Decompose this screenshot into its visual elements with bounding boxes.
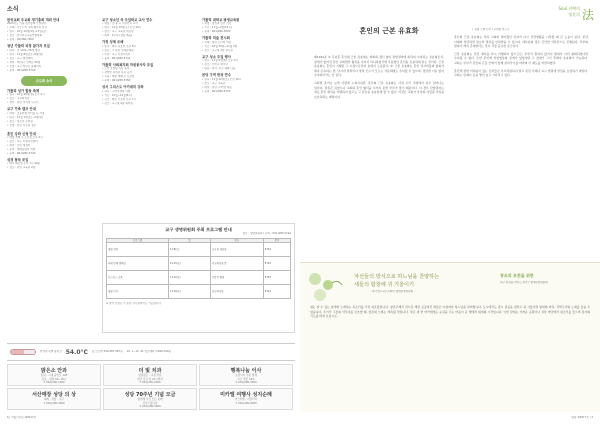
notice-line: 교구 가족 캠프 안내 — [7, 107, 36, 112]
ad-line: T. 061)280-2000 — [139, 381, 161, 385]
notice-line: • 기간 : 11월~12월(8주) — [102, 93, 132, 97]
notice-line: • 장소 : 신학교 대성당 — [202, 63, 228, 67]
notice-line: • 장소 : 교구청 1층 전시실 — [202, 48, 233, 52]
notice-line: • 노인 요양원 식사 봉사 — [102, 67, 130, 71]
banner-credit: – 한국천주교주교회의 생태환경위원회 – — [370, 290, 416, 293]
notice-line: • 매월 첫째 주 토요일 오후 2시 — [7, 136, 43, 140]
footer-left: 6 | 가톨릭신문 제2017호 — [7, 416, 37, 419]
notice-line: • 대상 : 본당 구역·반 대표 — [202, 85, 232, 89]
notice-line: • 대상 : 초등학생 자녀를 둔 가정 — [7, 111, 45, 115]
notice-line: 한국교회 주교회 정기총회 개최 안내 — [7, 18, 60, 22]
notice-line: • 장소 : 본당 교육관 2층 — [7, 166, 36, 170]
notice-line: • 문의 : 02)460-7500 — [7, 38, 34, 42]
notice-line: • 대상 : 만 19세~35세 청년 — [7, 48, 40, 52]
banner-body: 새는 날 수 있는 날개와 노래하는 목소리를 가진 피조물입니다. 창조주께서 지으신 세상 곳곳에서 새들은 아침마다 하느님을 찬미합니다. 도시에서도 잠시 걸음을 멈추고 귀 기울이면 참새와 까치, 직박구리의 노래를 들을 수 있습니다. 우리가 그들의 서식지를 보호할 때, 창조의 노래는 계속될 것입니다. 작은 새 한 마리에게도 눈길을 주는 마음이 곧 생태적 회개의 시작입니다. 이번 달에는 가까운 공원이나 성당 마당에서 새소리를 들으며 감사의 기도를 바쳐 보십시오. — [310, 305, 590, 319]
table-cell: 생명 강좌 — [107, 243, 169, 257]
table-subtitle: 접수 : 생명위원회 / 문의 : 061)280-5744 — [242, 232, 291, 235]
notice-line: • 문의 : 061)280-5000 — [202, 30, 231, 34]
notice-line: 가정 성체 조배 — [102, 40, 124, 45]
fundraising-bar — [7, 343, 295, 361]
table-cell: 5744 — [263, 285, 290, 299]
ad-box — [103, 388, 197, 410]
table-title: 교구 생명위원회 주최 프로그램 안내 — [165, 227, 232, 232]
notice-line: • 주제 : 시노드적 교회 쇄신과 선교 — [7, 26, 47, 30]
ad-box — [199, 364, 293, 386]
table-cell: 11.29(토) — [168, 285, 210, 299]
notice-line: • 장소 : 교구 교육관 — [202, 81, 226, 85]
ad-line: 진료 : 평일 09~18시 — [41, 377, 67, 381]
table-header: 프로그램 — [107, 239, 169, 243]
notice-line: • 문의 : 061)280-5740 — [7, 152, 36, 156]
table-header: 문의 — [263, 239, 290, 243]
column-2 — [102, 18, 197, 106]
ad-title: 맑은소 안과 — [41, 368, 67, 374]
bird-illustration — [306, 269, 346, 305]
notice-line: • 장소 : 청소년 수련원 — [7, 119, 33, 123]
banner-headline: 자선들의 방식으로 하느님을 찬양하는 — [354, 274, 440, 280]
notice-line: 성서 그리스도 아카데미 강좌 — [102, 85, 144, 90]
table-row — [107, 271, 291, 285]
ad-line: 감사드립니다 — [142, 401, 158, 405]
article-para: 근본 유효화는 혼인 예식을 다시 거행하지 않으므로, 부부가 원하지 않거나 합의가 이미 철회되었다면 수여될 수 없다. 또한 혼인에 자연법상의 장애가 있었다면 그 장애가 그친 후에야 유효화가 가능하다. 교회는 부부가 혼인의 은총 안에서 함께 살아가기를 바라며 이 제도를 마련하였다. — [454, 51, 588, 65]
notice-line: 교구 청소년 국 주일학교 교사 연수 — [102, 18, 153, 22]
notice-line: • 시간 : 매주 수요일 오후 7시 — [102, 97, 137, 101]
fund-period: 10. 1~12. 31 입금계좌 1,990,100원 — [126, 350, 172, 353]
notice-line: • 장애인 복지관 목욕 봉사 — [102, 71, 132, 75]
fund-total: 총 모금액 540,487,487원 — [91, 350, 123, 353]
program-table-box — [102, 223, 295, 333]
notice-line: • 교육 : 매월 셋째 주 토요일 — [102, 75, 135, 79]
notice-line: • 일시 : 11월 15일(토) 오전 10시 — [102, 26, 142, 30]
table-cell: 호스피스 교육 — [107, 271, 169, 285]
ad-line: 교우 할인 10% — [237, 377, 255, 381]
right-page — [300, 0, 600, 424]
ad-line: T. 061)280-1000 — [43, 381, 65, 385]
notice-line: • 대상 : 초·중·고 주일학교 교사 — [102, 22, 138, 26]
table-cell: 5744 — [263, 257, 290, 271]
banner-tag-sub: 지구 환경을 지키는 실천 / 생태환경위원회 — [500, 281, 548, 284]
ad-box — [7, 364, 101, 386]
notice-line: • 기간 : 10월 20일~11월 5일 — [202, 44, 238, 48]
notice-line: • 일시 : 10월 26일(일) 오후 2시 — [7, 93, 45, 97]
notice-line: • 신청 : 본당 사무실 접수 — [7, 123, 37, 127]
notice-line: • 문의 : 061)280-5780 — [102, 79, 131, 83]
notice-line: • 장소 : 주교좌성당 — [7, 97, 30, 101]
ad-line: 이스라엘 · 이탈리아 — [234, 398, 258, 401]
table-cell: 생명 미사 — [107, 285, 169, 299]
notice-line: 교구 성소 주일 행사 — [202, 54, 231, 59]
notice-line: • 회비 : 3만원 / 선착순 40명 — [7, 60, 41, 64]
notice-line: • 대상 : 혼인 예정자 — [7, 144, 31, 148]
notice-line: • 장소 : 교구 교육관 대강당 — [102, 30, 134, 34]
article-para: 교회법 용어로 보면 어렵게 느껴지지만, 혼인의 근본 유효화는 사실 우리 주변에서 자주 일어나는 일이다. 결혼은 하였으나 교회의 혼인 형식을 지키지 못한 부부가 많기 때문이다. 이 경우 관할권자는 새로 혼인 예식을 거행하지 않고도 그 혼인을 유효하게 할 수 있다. 이것은 교회가 부부의 사랑과 가정을 보호하려는 배려이다. — [314, 80, 444, 99]
notice-line: • 문의 : 061)280-5700 — [7, 68, 36, 72]
program-table — [106, 238, 291, 299]
ad-line: T. 061)280-5000 — [139, 405, 161, 409]
notice-line: • 신청 : 교구 청년국 홈페이지 — [7, 64, 42, 68]
table-cell: 5745 — [263, 271, 290, 285]
ad-title: 더 빛 치과 — [138, 368, 162, 374]
section-title: 소식 — [7, 6, 19, 13]
brand-logo — [558, 6, 594, 23]
notice-badge — [21, 76, 67, 86]
article-title: 혼인의 근본 유효화 — [359, 27, 419, 35]
ad-line: 제의 · 성물 · 성구 — [44, 398, 64, 401]
table-cell: 11.22(토) — [168, 271, 210, 285]
column-1 — [7, 18, 97, 170]
ad-line: T. 061)280-3000 — [235, 381, 257, 385]
table-note: ※ 참가 신청은 각 본당 사무실에서도 가능합니다. — [106, 302, 162, 306]
notice-line: • 일시 : 매주 목요일 오후 8시 — [102, 44, 137, 48]
fund-label: 한가위 특별 봉헌금 — [40, 350, 62, 353]
creation-banner — [300, 262, 600, 412]
ad-line: 야간 진료 목 21시까지 — [137, 377, 163, 381]
fund-temperature: 54.0°C — [65, 348, 88, 356]
notice-line: 혼인 강좌 신청 안내 — [7, 131, 36, 136]
table-cell: 주교좌성당 — [210, 285, 263, 299]
notice-line: • 장소 : 교구 영성센터 — [7, 56, 33, 60]
ad-line: 참여해 주신 모든 분께 — [137, 398, 163, 401]
notice-line: 가톨릭 미술 전시회 — [202, 36, 230, 41]
table-cell: 11.15(토) — [168, 257, 210, 271]
notice-line: • 장소 : 교구청 2층 회의실 — [102, 101, 133, 105]
ad-title: 서산매장 성당 의 상 — [32, 392, 76, 398]
notice-line: • 준비 : 세례증명서 지참 — [7, 148, 36, 152]
notice-line: 성경 통독 모임 — [7, 158, 29, 163]
notice-line: • 문의 : 061)280-5741 — [102, 56, 131, 60]
notice-line: • 기간 : 11월~2월(12주) — [202, 26, 232, 30]
notice-line: 2025년도 가을 정기총회가 열린다. — [7, 22, 47, 26]
notice-line: • 일시 : 11월 22일(토) 오전 10시 — [202, 77, 242, 81]
brand-name: Soul 선택의 — [558, 6, 580, 11]
column-3 — [202, 18, 295, 94]
ad-title: 행복나눔 이사 — [230, 368, 262, 374]
ad-line: 본원 : 시내 중앙로 128 — [40, 374, 68, 377]
article-para: 제1161조 ① 무효혼 혼인의 근본 유효화는 합의의 갱신 없이 관할권자에 의하여 수여되는 유효화로서, 장애가 없어진 혼인 교회법상 형식을 지키지 아니하였기에 무효였던 혼인을 유효하게 하는 것이다. 근본 유효화는 혼인이 거행된 그 시점으로부터 효력이 소급된다. ② 근본 유효화는 혼인 당사자들의 합의가 계속 존속하는 한, 당사자 한쪽이나 양쪽 모두가 모르는 가운데에도 수여될 수 있으며, 정당한 이유 없이 수여되어서는 안 된다. — [314, 55, 444, 78]
table-header: 일 — [168, 239, 210, 243]
notice-line: • 참가 : 본당 성가대 누구나 — [7, 101, 39, 105]
article-col-left — [314, 55, 444, 250]
ad-line: T. 061)280-6000 — [235, 401, 257, 405]
notice-line: • 장소 : 교구 가정사목센터 — [7, 140, 38, 144]
thermometer-icon — [10, 349, 36, 355]
footer-right: 영원 제2017호 | 3 — [571, 416, 593, 419]
notice-line: • 주관 : 교구 가정사목부 — [102, 52, 131, 56]
brand-char: 法 — [581, 8, 594, 22]
table-row — [107, 285, 291, 299]
table-cell: 가톨릭 병원 — [210, 271, 263, 285]
table-cell: 낙태 반대 캠페인 — [107, 257, 169, 271]
table-cell: 주교좌성당 앞 — [210, 257, 263, 271]
ad-title: 성당 70주년 기념 모금 — [124, 392, 176, 398]
ad-title: 미카엘 여행사 성지순례 — [220, 392, 272, 398]
notice-line: 가톨릭 성가 합창 축제 — [7, 88, 40, 93]
brand-sub: 영혼의 — [568, 12, 580, 17]
banner-headline-2: 새들의 합창에 귀 기울이기 — [354, 282, 415, 288]
notice-line: 본당 구역 반장 연수 — [202, 73, 231, 78]
notice-line: • 문의 : 061)280-5720 — [202, 89, 231, 93]
table-cell: 11.8(토) — [168, 243, 210, 257]
table-row — [107, 257, 291, 271]
article-para: 혼인의 근본 유효화는 특히 교회와 멀어졌던 신자가 다시 신앙생활을 시작할 때 큰 도움이 된다. 본당 사제와 상담하면 필요한 절차를 안내받을 수 있으며, 대부분의 경우 간단한 서류만으로 진행된다. 부부의 합의가 계속 존재한다는 것이 가장 중요한 조건이다. — [454, 35, 588, 49]
notice-line: • 일시 : 11월 2일(일) 오후 3시 — [202, 59, 239, 63]
notice-line: • 회비 : 1만원 (점심 제공) — [102, 34, 133, 38]
notice-line: • 주제 : 빛과 소리의 여정 — [202, 40, 232, 44]
article-author: • 김철 노엘 신부 / 교회법 연구소 — [472, 28, 510, 31]
notice-line: 가톨릭 대학교 평생교육원 — [202, 18, 240, 22]
table-header: 장소 — [210, 239, 263, 243]
notice-line: • 일시 : 11월 8일(토)~9일(일) — [7, 52, 44, 56]
article-para: 혼인에 관한 어려움이 있는 신자들은 부끄러워하지 말고 본당 사제나 교구 법원에 상담을 요청하기 바란다. 교회는 언제나 문을 열어 놓고 기다리고 있다. — [454, 68, 588, 78]
notice-line: • 내용 : 미사, 성소 체험 나눔 — [202, 67, 236, 71]
table-row — [107, 243, 291, 257]
ad-box — [103, 364, 197, 386]
notice-line: 가톨릭 사회복지회 자원봉사자 모집 — [102, 62, 154, 67]
notice-badge-label: 수도회 소식 — [35, 79, 53, 84]
table-cell: 5744 — [263, 243, 290, 257]
notice-line: • 장소 : 한국천주교중앙협의회 — [7, 34, 42, 38]
notice-line: 청년 가톨릭 피정 참가자 모집 — [7, 44, 50, 49]
notice-line: • 매주 화요일 오후 7시 30분 — [7, 162, 41, 166]
ad-box — [7, 388, 101, 410]
notice-line: • 일시 : 10월 14일(화)~17일(금) — [7, 30, 47, 34]
ad-line: 임플란트 · 교정 전문 — [138, 374, 162, 377]
article-col-right — [454, 35, 588, 250]
ad-line: T. 061)280-4000 — [43, 401, 65, 405]
ad-line: 포장이사 전문 업체 — [235, 374, 257, 377]
notice-line: • 과목 : 구약성경의 이해 — [102, 89, 131, 93]
banner-tag: 창조의 보전을 위한 — [500, 273, 534, 278]
table-cell: 교구청 대강당 — [210, 243, 263, 257]
notice-line: • 일시 : 11월 1일(토)~2일(일) — [7, 115, 44, 119]
notice-line: • 과정 : 영성과 상담 기초 — [202, 22, 232, 26]
notice-line: • 장소 : 각 본당 성체조배실 — [102, 48, 134, 52]
ad-box — [199, 388, 293, 410]
